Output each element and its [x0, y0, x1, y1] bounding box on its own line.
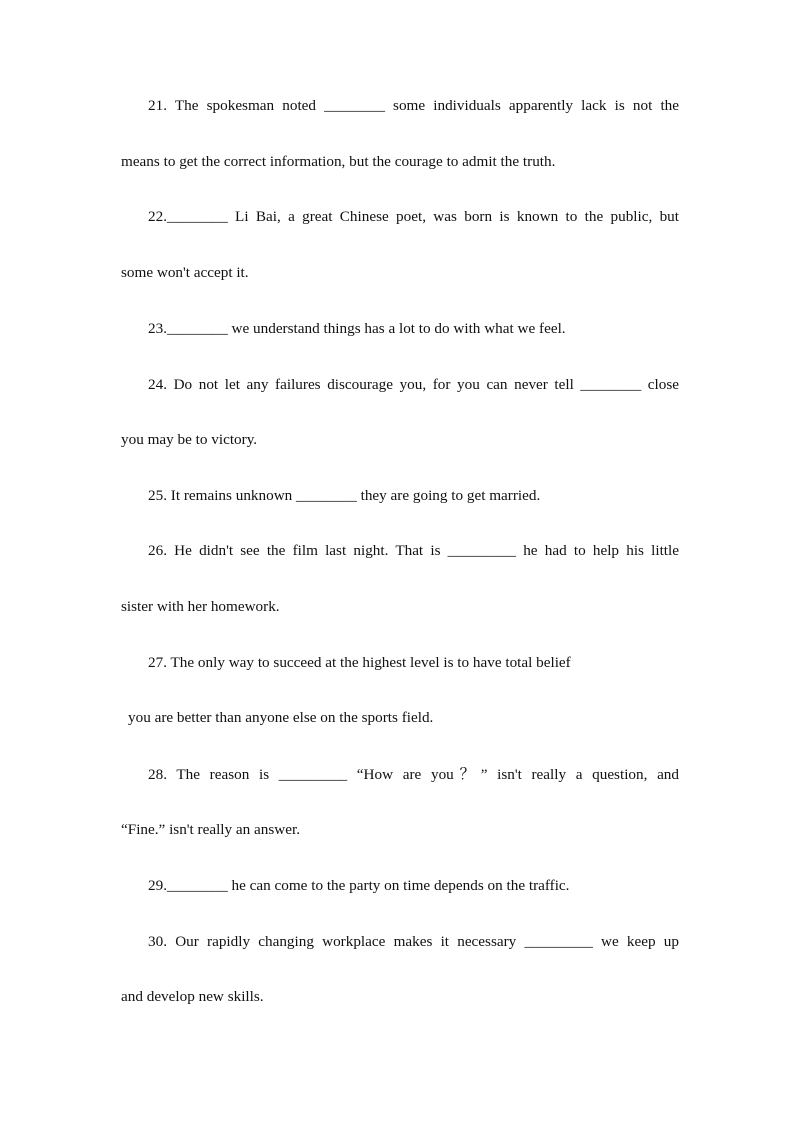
question-29-line-1: 29.________ he can come to the party on time depends on the traffic.	[148, 877, 570, 894]
question-21-line-2: means to get the correct information, but the courage to admit the truth.	[121, 153, 556, 170]
question-26-line-1: 26. He didn't see the film last night. That is _________ he had to help his little	[148, 542, 679, 559]
question-25-line-1: 25. It remains unknown ________ they are going to get married.	[148, 487, 541, 504]
question-27-line-2: you are better than anyone else on the sports field.	[128, 709, 434, 726]
question-26-line-2: sister with her homework.	[121, 598, 280, 615]
question-22-line-2: some won't accept it.	[121, 264, 249, 281]
question-23-line-1: 23.________ we understand things has a lot to do with what we feel.	[148, 320, 566, 337]
question-22-line-1: 22.________ Li Bai, a great Chinese poet, was born is known to the public, but	[148, 208, 679, 225]
question-24-line-2: you may be to victory.	[121, 431, 258, 448]
question-28-line-1: 28. The reason is _________ “How are you？” isn't really a question, and	[148, 766, 679, 783]
question-30-line-1: 30. Our rapidly changing workplace makes it necessary _________ we keep up	[148, 933, 679, 950]
question-28-line-2: “Fine.” isn't really an answer.	[121, 821, 301, 838]
question-30-line-2: and develop new skills.	[121, 988, 264, 1005]
question-21-line-1: 21. The spokesman noted ________ some individuals apparently lack is not the	[148, 97, 679, 114]
question-27-line-1: 27. The only way to succeed at the highest level is to have total belief	[148, 654, 571, 671]
question-24-line-1: 24. Do not let any failures discourage you, for you can never tell ________ close	[148, 376, 679, 393]
